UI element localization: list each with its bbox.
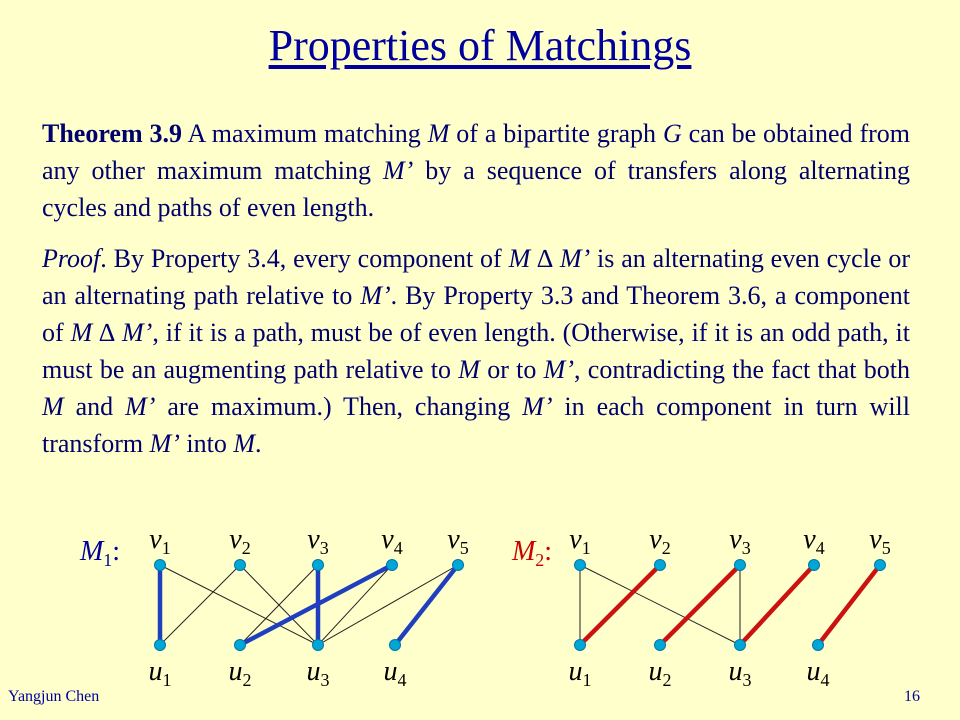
graph-edge	[580, 565, 740, 645]
math-symbol: M’	[121, 318, 153, 347]
graph-edge	[160, 565, 240, 645]
vertex-label: $v_2$	[649, 524, 671, 558]
math-symbol: M	[70, 318, 93, 347]
proof-text: are maximum.) Then, changing	[155, 392, 523, 421]
math-symbol: M’	[383, 156, 414, 185]
top-vertex	[875, 560, 886, 571]
top-vertex	[575, 560, 586, 571]
bottom-vertex	[575, 640, 586, 651]
bottom-vertex	[735, 640, 746, 651]
matched-edge	[740, 565, 814, 645]
top-vertex	[235, 560, 246, 571]
math-symbol: M’	[125, 392, 156, 421]
vertex-label: $v_5$	[869, 524, 891, 558]
bottom-vertex	[655, 640, 666, 651]
matching-label: $M_1$:	[79, 536, 121, 570]
proof-text: into	[179, 429, 234, 458]
math-symbol: M’	[149, 429, 180, 458]
vertex-label: $v_5$	[447, 524, 469, 558]
theorem-text: can be obtained from any other maximum matching	[42, 119, 911, 185]
proof-text: . By Property 3.3 and Theorem 3.6, a component of	[42, 281, 910, 347]
graph-edge	[160, 565, 318, 645]
vertex-label: $u_3$	[728, 656, 752, 690]
top-vertex	[387, 560, 398, 571]
proof-text: and	[63, 392, 126, 421]
top-vertex	[809, 560, 820, 571]
vertex-label: $v_3$	[729, 524, 751, 558]
vertex-label: $u_2$	[228, 656, 252, 690]
graph-edge	[318, 565, 458, 645]
graph-edge	[318, 565, 392, 645]
graph-1	[79, 524, 469, 690]
vertex-label: $u_2$	[648, 656, 672, 690]
top-vertex	[655, 560, 666, 571]
proof-text: is an alternating even cycle or an alternating path relative to	[42, 244, 910, 310]
math-symbol: M’	[559, 244, 591, 273]
matched-edge	[395, 565, 458, 645]
bottom-vertex	[235, 640, 246, 651]
matching-label: $M_2$:	[511, 536, 553, 570]
delta-symbol: ∆	[92, 318, 122, 347]
theorem-text: of a bipartite graph	[449, 119, 663, 148]
proof-text: or to	[479, 355, 544, 384]
theorem-label: Theorem 3.9	[42, 119, 183, 148]
vertex-label: $u_1$	[568, 656, 592, 690]
math-symbol: M’	[522, 392, 553, 421]
vertex-label: $u_4$	[383, 656, 407, 690]
proof-text: , contradicting the fact that both	[574, 355, 910, 384]
vertex-label: $u_1$	[148, 656, 172, 690]
footer-author: Yangjun Chen	[8, 688, 100, 705]
page-number: 16	[904, 688, 920, 705]
top-vertex	[313, 560, 324, 571]
top-vertex	[735, 560, 746, 571]
proof-label: Proof	[42, 244, 101, 273]
vertex-label: $v_2$	[229, 524, 251, 558]
proof-text: in each component in turn will transform	[42, 392, 910, 458]
math-symbol: M’	[543, 355, 574, 384]
delta-symbol: ∆	[530, 244, 560, 273]
top-vertex	[155, 560, 166, 571]
top-vertex	[453, 560, 464, 571]
graph-2	[511, 524, 891, 690]
vertex-label: $v_1$	[569, 524, 591, 558]
proof-text: .	[255, 429, 262, 458]
vertex-label: $v_4$	[381, 524, 403, 558]
matched-edge	[818, 565, 880, 645]
vertex-label: $v_4$	[803, 524, 825, 558]
bottom-vertex	[813, 640, 824, 651]
slide-title: Properties of Matchings	[268, 21, 692, 70]
vertex-label: $u_3$	[306, 656, 330, 690]
proof-text: . By Property 3.4, every component of	[100, 244, 509, 273]
bottom-vertex	[390, 640, 401, 651]
math-symbol: M	[427, 119, 450, 148]
theorem-text: by a sequence of transfers along alternating cycles and paths of even length.	[42, 156, 910, 222]
vertex-label: $v_3$	[307, 524, 329, 558]
math-symbol: M	[233, 429, 256, 458]
math-symbol: M	[458, 355, 480, 384]
theorem-text: A maximum matching	[182, 119, 428, 148]
math-symbol: M	[42, 392, 64, 421]
matched-edge	[580, 565, 660, 645]
bottom-vertex	[155, 640, 166, 651]
bottom-vertex	[313, 640, 324, 651]
math-symbol: M	[508, 244, 531, 273]
proof-text: , if it is a path, must be of even length. (Otherwise, if it is an odd path, it must be an augmenting path relative to	[42, 318, 910, 384]
math-symbol: G	[662, 119, 682, 148]
vertex-label: $v_1$	[149, 524, 171, 558]
vertex-label: $u_4$	[806, 656, 830, 690]
matched-edge	[660, 565, 740, 645]
math-symbol: M’	[360, 281, 391, 310]
